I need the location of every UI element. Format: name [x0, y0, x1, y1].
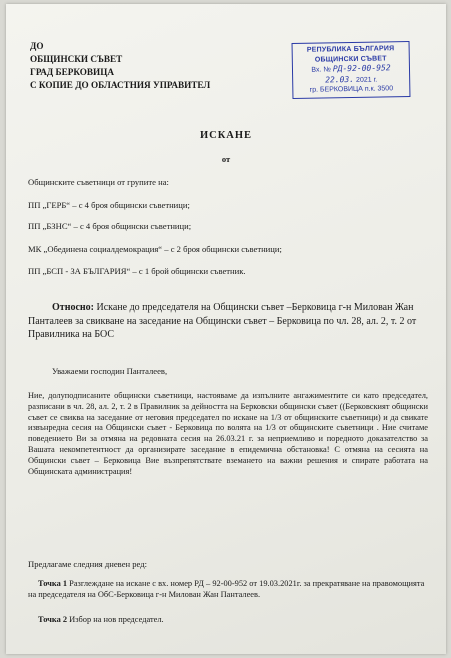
agenda-item: [28, 578, 428, 600]
group-line: МК „Обединена социалдемокрация“ – с 2 броя общински съветници;: [28, 244, 282, 254]
document-title: ИСКАНЕ: [199, 130, 253, 141]
group-line: ПП „БСП - ЗА БЪЛГАРИЯ“ – с 1 брой общински съветник.: [28, 266, 246, 276]
agenda-item-label: Точка 1: [38, 579, 68, 588]
addressee-line: С КОПИЕ ДО ОБЛАСТНИЯ УПРАВИТЕЛ: [30, 80, 211, 90]
agenda-item-label: Точка 2: [38, 615, 68, 624]
stamp-date: 22.03.: [325, 74, 355, 84]
addressee-line: ОБЩИНСКИ СЪВЕТ: [30, 54, 123, 64]
stamp-line: РЕПУБЛИКА БЪЛГАРИЯ: [306, 45, 395, 54]
group-line: ПП „БЗНС“ – с 4 броя общински съветници;: [28, 221, 192, 231]
body-paragraph: Ние, долуподписаните общински съветници, настояваме да изпълните ангажиментите си като председател, разписани в чл. 28, ал. 2, т. 2 в Правилник за дейността на Берковски общински съвет ((Берковският общински съвет се свиква на заседание от неговия председател по искане на 1/3 от общинските съветници) и да свикате извънредна сесия на Общински съвет - Берковица по волята на 1/3 от общинските съветници . Ние считаме поведението Ви за отмяна на редовната сесия на 26.03.21 г. за неприемливо и поредното доказателство за Вашата некомпетентност да организирате заседание в епидемична обстановка! С отмяна на сесията на Общински съвет – Берковица Вие възпрепятствате вземането на важни решения и спирате работата на Общинската администрация!: [28, 391, 428, 476]
registration-stamp: [292, 41, 411, 99]
greeting: Уважаеми господин Панталеев,: [52, 366, 168, 376]
intro-text: Общинските съветници от групите на:: [28, 177, 169, 187]
subject-paragraph: [28, 301, 428, 342]
addressee-line: ДО: [30, 41, 44, 51]
stamp-city: гр. БЕРКОВИЦА п.к. 3500: [309, 85, 394, 94]
agenda-item: [28, 614, 428, 625]
addressee-line: ГРАД БЕРКОВИЦА: [30, 67, 114, 77]
subject-text: Искане до председателя на Общински съвет –Берковица г-н Милован Жан Панталеев за свикване на заседание на Общински съвет – Берковица по чл. 28, ал. 2, т. 2 от Правилника на БОС: [28, 302, 417, 340]
document-from: от: [221, 154, 231, 164]
stamp-line: ОБЩИНСКИ СЪВЕТ: [314, 54, 387, 64]
stamp-year: 2021 г.: [355, 76, 378, 84]
group-line: ПП „ГЕРБ“ – с 4 броя общински съветници;: [28, 200, 190, 210]
document-page: [6, 4, 446, 654]
agenda-item-text: Разглеждане на искане с вх. номер РД – 92-00-952 от 19.03.2021г. за прекратяване на правомощията на председателя на ОбС-Берковица г-н Милован Жан Панталеев.: [28, 579, 425, 599]
stamp-reg-number: РД-92-00-952: [332, 63, 391, 74]
addressee-block: [30, 40, 210, 92]
stamp-reg-prefix: Вх. №: [311, 66, 331, 74]
agenda-item-text: Избор на нов председател.: [69, 615, 164, 624]
subject-label: Относно:: [52, 302, 94, 313]
agenda-intro: Предлагаме следния дневен ред:: [28, 559, 148, 569]
